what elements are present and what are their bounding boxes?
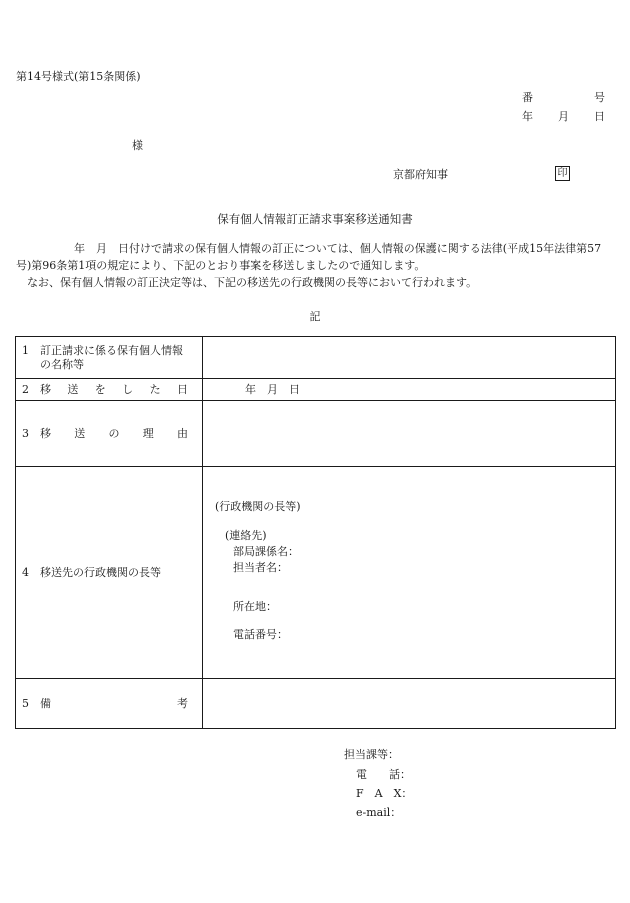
table-row [16, 467, 616, 679]
row1-label: 訂正請求に係る保有個人情報の名称等 [40, 343, 183, 371]
ban-label: 番 [522, 91, 533, 104]
issuer-name: 京都府知事 [393, 168, 448, 181]
row2-label [40, 383, 202, 397]
row2-value: 年 月 日 [203, 379, 616, 401]
row5-label [40, 697, 202, 711]
seal-stamp: 印 [555, 166, 570, 181]
details-table [15, 336, 616, 729]
row2-char: を [94, 382, 106, 396]
footer-dept: 担当課等： [344, 748, 399, 761]
row5-char: 備 [40, 696, 51, 710]
body-paragraph-2: なお、保有個人情報の訂正決定等は、下記の移送先の行政機関の長等において行われます。 [27, 276, 478, 289]
row2-char: 移 [40, 382, 51, 396]
table-row [16, 337, 616, 379]
row2-char: 日 [176, 382, 188, 396]
row3-char: 理 [142, 426, 154, 440]
row2-label-cell [16, 379, 203, 401]
footer-tel: 電 話： [356, 768, 411, 781]
row3-label-cell [16, 401, 203, 467]
row2-number: 2 [22, 382, 29, 396]
addressee-honorific: 様 [132, 139, 143, 152]
contact-label: (連絡先) [225, 529, 267, 542]
table-row [16, 401, 616, 467]
row4-number: 4 [22, 565, 29, 579]
row3-value-cell [203, 401, 616, 467]
month-label: 月 [558, 110, 569, 123]
phone-label: 電話番号： [233, 628, 288, 641]
row2-char: 送 [67, 382, 79, 396]
person-label: 担当者名： [233, 561, 288, 574]
row5-value-cell [203, 679, 616, 729]
row3-char: 送 [74, 426, 86, 440]
body-paragraph-1: 年 月 日付けで請求の保有個人情報の訂正については、個人情報の保護に関する法律(平成15年法律第57号)第96条第1項の規定により、下記のとおり事案を移送しましたので通知します。 [16, 242, 602, 272]
row1-label-cell [16, 337, 203, 379]
row4-label: 移送先の行政機関の長等 [40, 565, 161, 579]
row2-char: し [122, 382, 134, 396]
year-label: 年 [522, 110, 533, 123]
day-label: 日 [594, 110, 605, 123]
row3-label [40, 427, 202, 441]
table-row [16, 679, 616, 729]
table-row [16, 379, 616, 401]
form-number: 第14号様式(第15条関係) [16, 70, 141, 83]
row3-char: 移 [40, 426, 51, 440]
address-label: 所在地： [233, 600, 277, 613]
row1-value-cell [203, 337, 616, 379]
row1-number: 1 [22, 343, 29, 357]
row5-number: 5 [22, 696, 29, 710]
row5-char: 考 [177, 696, 188, 710]
body-text [16, 240, 616, 291]
row2-char: た [149, 382, 161, 396]
row3-char: の [108, 426, 120, 440]
row5-label-cell [16, 679, 203, 729]
department-label: 部局課係名： [233, 545, 299, 558]
row4-label-cell [16, 467, 203, 679]
row3-number: 3 [22, 426, 29, 440]
ki-heading: 記 [309, 310, 321, 323]
row4-value-cell [203, 467, 616, 679]
document-title: 保有個人情報訂正請求事案移送通知書 [217, 212, 413, 226]
footer-email: e-mail： [356, 806, 402, 819]
footer-fax: F A X： [356, 787, 413, 800]
go-label: 号 [594, 91, 605, 104]
row3-char: 由 [177, 426, 188, 440]
agency-head-label: (行政機関の長等) [215, 500, 301, 513]
contact-block [203, 467, 615, 678]
